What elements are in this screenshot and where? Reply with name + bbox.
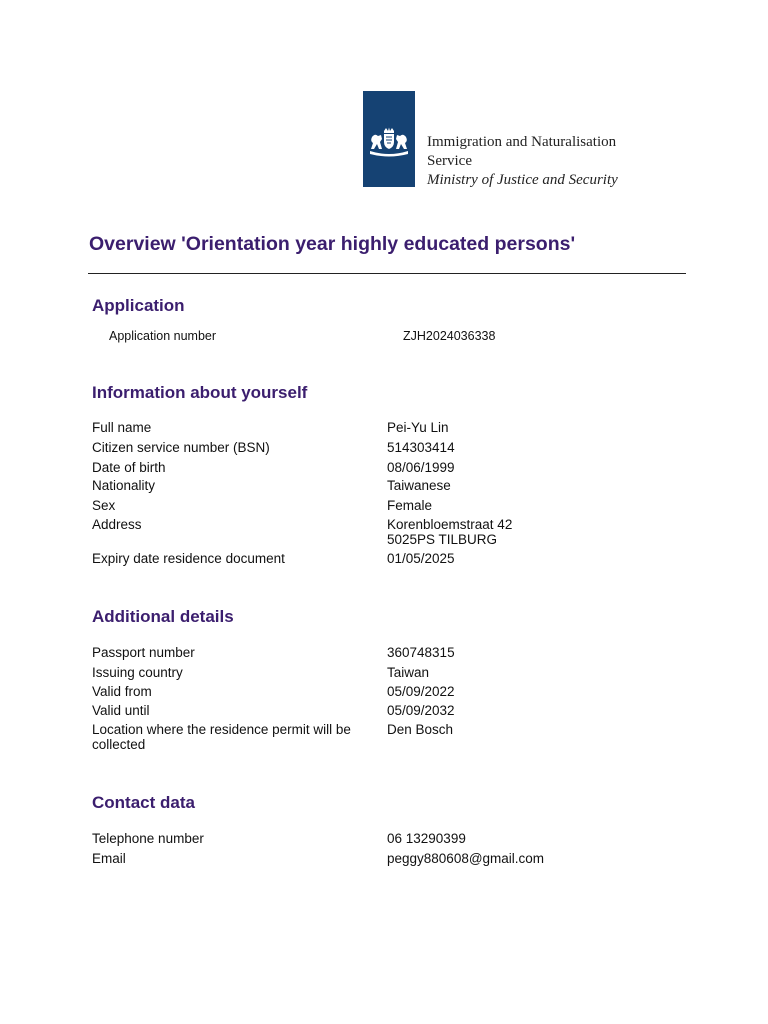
field-label-expiry-date: Expiry date residence document — [92, 551, 285, 566]
field-label-email: Email — [92, 851, 126, 866]
field-label-valid-until: Valid until — [92, 703, 150, 718]
application-number-value: ZJH2024036338 — [403, 329, 496, 343]
field-label-bsn: Citizen service number (BSN) — [92, 440, 270, 455]
field-value-telephone: 06 13290399 — [387, 831, 466, 846]
field-value-passport-number: 360748315 — [387, 645, 455, 660]
field-value-email: peggy880608@gmail.com — [387, 851, 545, 866]
field-label-passport-number: Passport number — [92, 645, 195, 660]
field-value-valid-from: 05/09/2022 — [387, 684, 455, 699]
field-value-sex: Female — [387, 498, 433, 513]
application-number-label: Application number — [109, 329, 217, 343]
org-name-line1: Immigration and Naturalisation — [427, 134, 617, 150]
field-label-date-of-birth: Date of birth — [92, 460, 166, 475]
field-value-nationality: Taiwanese — [387, 478, 451, 493]
field-value-date-of-birth: 08/06/1999 — [387, 460, 455, 475]
field-value-bsn: 514303414 — [387, 440, 455, 455]
section-heading-application: Application — [92, 296, 185, 315]
field-label-collection-location: Location where the residence permit will be collected — [92, 722, 351, 752]
field-value-collection-location: Den Bosch — [387, 722, 454, 737]
section-heading-contact: Contact data — [92, 793, 195, 812]
ministry-name: Ministry of Justice and Security — [427, 172, 618, 188]
field-label-full-name: Full name — [92, 420, 152, 435]
field-label-valid-from: Valid from — [92, 684, 152, 699]
coat-of-arms-icon — [366, 127, 412, 157]
field-value-expiry-date: 01/05/2025 — [387, 551, 455, 566]
field-value-address-line2: 5025PS TILBURG — [387, 532, 498, 547]
page-title: Overview 'Orientation year highly educated persons' — [89, 233, 576, 255]
title-divider — [88, 273, 686, 274]
section-heading-personal: Information about yourself — [92, 383, 308, 402]
field-label-address: Address — [92, 517, 142, 532]
field-label-nationality: Nationality — [92, 478, 156, 493]
organisation-name — [427, 133, 618, 190]
org-name-line2: Service — [427, 153, 472, 169]
field-value-full-name: Pei-Yu Lin — [387, 420, 449, 435]
field-value-valid-until: 05/09/2032 — [387, 703, 455, 718]
field-value-issuing-country: Taiwan — [387, 665, 430, 680]
field-value-address-line1: Korenbloemstraat 42 — [387, 517, 513, 532]
field-label-issuing-country: Issuing country — [92, 665, 183, 680]
logo-bar — [363, 91, 415, 187]
field-label-telephone: Telephone number — [92, 831, 204, 846]
section-heading-additional: Additional details — [92, 607, 234, 626]
field-label-sex: Sex — [92, 498, 116, 513]
